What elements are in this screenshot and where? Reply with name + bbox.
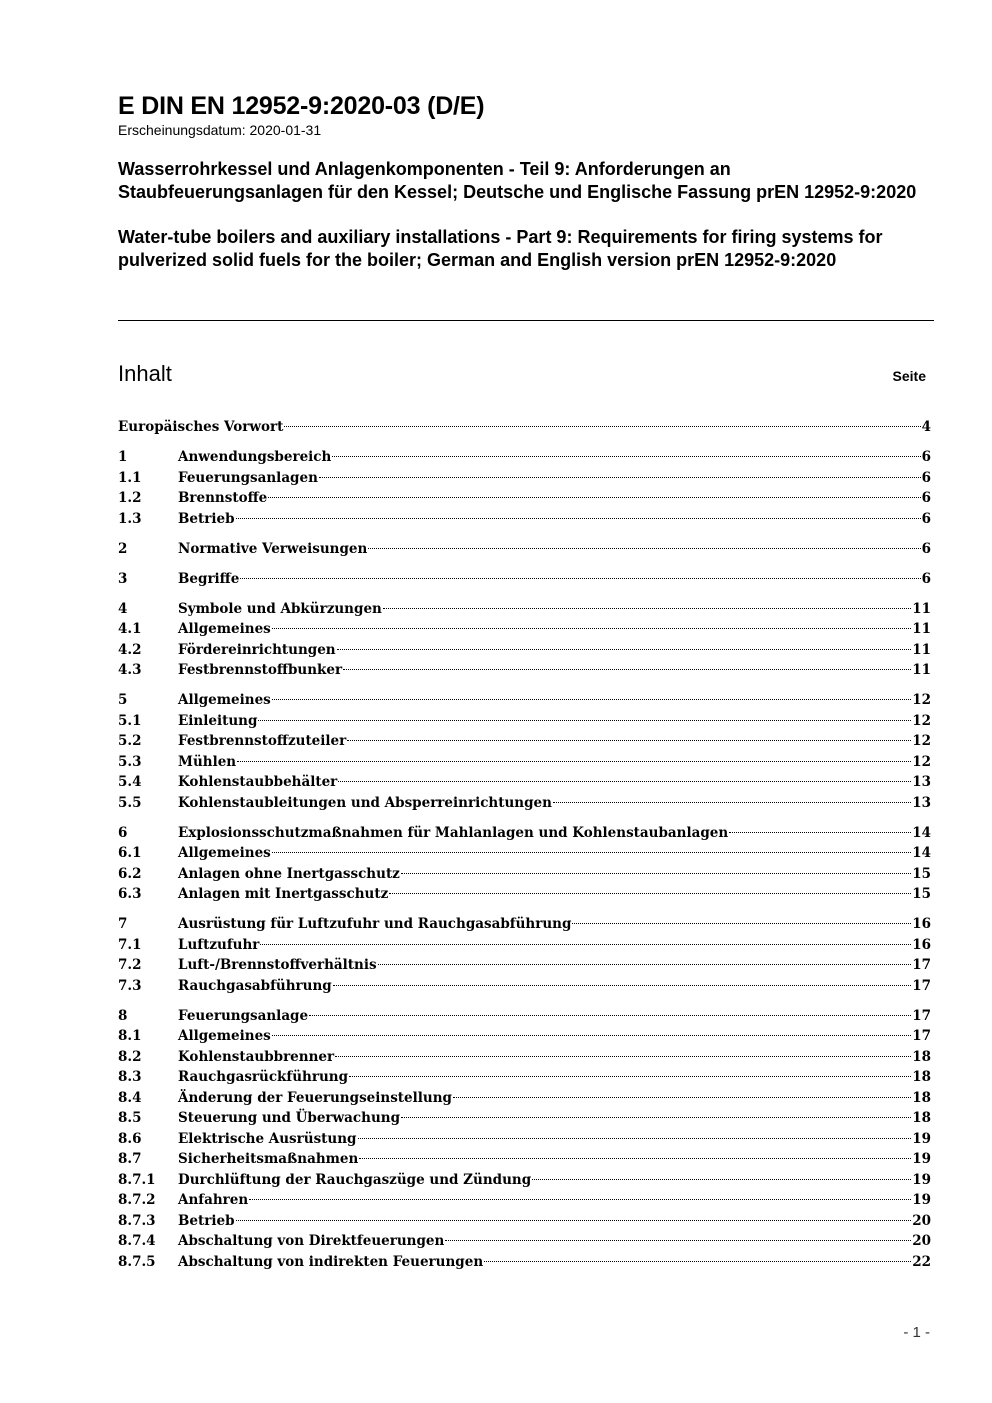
toc-entry[interactable] (118, 772, 931, 793)
toc-entry[interactable] (118, 417, 931, 438)
toc-entry-title: Allgemeines (178, 1028, 271, 1044)
toc-entry-page: 22 (912, 1253, 931, 1270)
toc-dot-leader (359, 1158, 911, 1159)
toc-entry-title: Allgemeines (178, 621, 271, 637)
table-of-contents (118, 417, 931, 1282)
toc-entry-number: 8.5 (118, 1110, 142, 1126)
toc-dot-leader (258, 720, 911, 721)
toc-entry-page: 12 (912, 692, 931, 708)
toc-entry-page: 18 (912, 1110, 931, 1126)
toc-entry-number: 1 (118, 449, 128, 465)
toc-entry-page: 11 (912, 662, 931, 678)
toc-entry-page: 4 (921, 419, 931, 435)
toc-entry-number: 6.3 (118, 886, 142, 902)
toc-dot-leader (237, 761, 911, 762)
toc-dot-leader (332, 456, 920, 457)
toc-entry-number: 5.3 (118, 753, 142, 770)
toc-entry-page: 13 (912, 774, 931, 790)
toc-entry-title: Steuerung und Überwachung (178, 1110, 401, 1126)
toc-entry[interactable] (118, 884, 931, 905)
document-header (118, 91, 934, 272)
toc-entry-number: 8.2 (118, 1048, 142, 1065)
toc-entry-number: 8.7.2 (118, 1192, 156, 1208)
toc-dot-leader (236, 1220, 912, 1221)
toc-entry-number: 6.2 (118, 865, 142, 882)
toc-entry[interactable] (118, 1170, 931, 1191)
toc-dot-leader (453, 1097, 911, 1098)
toc-dot-leader (268, 497, 920, 498)
toc-entry-number: 5.4 (118, 774, 142, 790)
toc-entry-number: 8.6 (118, 1130, 142, 1147)
toc-entry-number: 4.2 (118, 641, 142, 658)
toc-entry-number: 1.1 (118, 469, 142, 486)
toc-entry-page: 19 (912, 1171, 931, 1188)
toc-group (118, 539, 931, 560)
toc-entry-number: 1.3 (118, 510, 142, 527)
toc-entry-page: 17 (912, 957, 931, 973)
toc-entry-page: 17 (912, 1007, 931, 1024)
publication-date: Erscheinungsdatum: 2020-01-31 (118, 122, 322, 138)
toc-entry-page: 15 (912, 886, 931, 902)
toc-entry-number: 7.2 (118, 957, 142, 973)
toc-entry[interactable] (118, 488, 931, 509)
toc-dot-leader (333, 985, 911, 986)
toc-entry-title: Elektrische Ausrüstung (178, 1130, 357, 1147)
toc-entry-number: 3 (118, 570, 128, 587)
toc-entry-page: 6 (921, 490, 931, 506)
toc-entry-title: Begriffe (178, 570, 240, 587)
toc-entry-page: 11 (912, 621, 931, 637)
toc-entry-title: Abschaltung von Direktfeuerungen (178, 1233, 445, 1249)
toc-dot-leader (347, 740, 911, 741)
toc-entry-page: 20 (912, 1212, 931, 1229)
toc-dot-leader (272, 699, 911, 700)
toc-entry-number: 5 (118, 692, 128, 708)
toc-group (118, 417, 931, 438)
toc-entry-number: 8.7.5 (118, 1253, 156, 1270)
toc-entry-number: 7.3 (118, 977, 142, 994)
toc-entry-title: Abschaltung von indirekten Feuerungen (178, 1253, 484, 1270)
toc-entry-title: Luft-/Brennstoffverhältnis (178, 957, 377, 973)
toc-entry[interactable] (118, 1108, 931, 1129)
page-number: - 1 - (903, 1324, 930, 1341)
toc-entry-number: 6 (118, 824, 128, 841)
toc-dot-leader (729, 832, 911, 833)
toc-entry-page: 13 (912, 794, 931, 811)
toc-dot-leader (445, 1240, 911, 1241)
toc-entry-number: 8.1 (118, 1028, 142, 1044)
toc-entry-number: 4 (118, 600, 128, 617)
toc-dot-leader (401, 1117, 911, 1118)
toc-entry-title: Mühlen (178, 753, 237, 770)
toc-entry-title: Betrieb (178, 510, 235, 527)
toc-entry[interactable] (118, 1088, 931, 1109)
toc-entry-title: Rauchgasabführung (178, 977, 332, 994)
toc-entry-title: Festbrennstoffzuteiler (178, 733, 347, 749)
toc-dot-leader (349, 1076, 911, 1077)
toc-entry-title: Betrieb (178, 1212, 235, 1229)
toc-entry[interactable] (118, 619, 931, 640)
toc-entry-number: 8.7 (118, 1151, 142, 1167)
toc-entry-page: 6 (921, 469, 931, 486)
toc-entry-title: Einleitung (178, 712, 258, 729)
toc-group (118, 690, 931, 813)
toc-dot-leader (401, 873, 911, 874)
toc-entry-number: 5.2 (118, 733, 142, 749)
toc-entry[interactable] (118, 1190, 931, 1211)
toc-entry[interactable] (118, 1149, 931, 1170)
toc-entry-title: Brennstoffe (178, 490, 268, 506)
toc-entry[interactable] (118, 752, 931, 773)
toc-entry-title: Änderung der Feuerungseinstellung (178, 1089, 452, 1106)
toc-group (118, 569, 931, 590)
toc-entry-page: 14 (912, 824, 931, 841)
toc-entry-title: Allgemeines (178, 845, 271, 861)
toc-entry-page: 17 (912, 1028, 931, 1044)
toc-entry-page: 18 (912, 1048, 931, 1065)
toc-entry-number: 4.1 (118, 621, 142, 637)
toc-entry-page: 12 (912, 712, 931, 729)
toc-entry-title: Anlagen ohne Inertgasschutz (178, 865, 400, 882)
toc-entry-number: 8.7.3 (118, 1212, 156, 1229)
toc-entry-title: Feuerungsanlage (178, 1007, 309, 1024)
toc-entry[interactable] (118, 1006, 931, 1027)
toc-entry-number: 5.1 (118, 712, 142, 729)
toc-entry-number: 8.7.1 (118, 1171, 156, 1188)
toc-header (118, 360, 926, 390)
toc-group (118, 914, 931, 996)
toc-group (118, 1006, 931, 1273)
toc-entry[interactable] (118, 509, 931, 530)
toc-entry[interactable] (118, 1129, 931, 1150)
subtitle-english: Water-tube boilers and auxiliary installations - Part 9: Requirements for firing systems for pulverized solid fuels for the boiler; German and English version prEN 12952-9:2020 (118, 227, 883, 270)
toc-entry-title: Luftzufuhr (178, 936, 260, 953)
toc-entry[interactable] (118, 914, 931, 935)
toc-dot-leader (309, 1015, 911, 1016)
toc-entry-title: Kohlenstaubleitungen und Absperreinrichtungen (178, 794, 552, 811)
toc-entry[interactable] (118, 1231, 931, 1252)
toc-dot-leader (532, 1179, 911, 1180)
toc-entry-page: 19 (912, 1130, 931, 1147)
toc-dot-leader (337, 649, 912, 650)
toc-entry-title: Kohlenstaubbehälter (178, 774, 338, 790)
toc-dot-leader (484, 1261, 911, 1262)
toc-entry-number: 8.3 (118, 1069, 142, 1085)
toc-entry[interactable] (118, 823, 931, 844)
toc-entry-page: 6 (921, 570, 931, 587)
toc-dot-leader (343, 669, 911, 670)
toc-entry-page: 19 (912, 1192, 931, 1208)
toc-entry-title: Festbrennstoffbunker (178, 662, 343, 678)
toc-entry-title: Allgemeines (178, 692, 271, 708)
toc-entry[interactable] (118, 731, 931, 752)
toc-entry[interactable] (118, 447, 931, 468)
toc-entry-page: 18 (912, 1069, 931, 1085)
toc-entry-number: 8 (118, 1007, 128, 1024)
toc-entry-title: Anfahren (178, 1192, 249, 1208)
toc-entry-number: 5.5 (118, 794, 142, 811)
toc-entry[interactable] (118, 1047, 931, 1068)
toc-dot-leader (236, 518, 921, 519)
toc-entry[interactable] (118, 1211, 931, 1232)
toc-entry-number: 2 (118, 540, 128, 557)
toc-entry[interactable] (118, 690, 931, 711)
toc-entry-page: 12 (912, 753, 931, 770)
toc-entry-title: Durchlüftung der Rauchgaszüge und Zündung (178, 1171, 532, 1188)
subtitle-german: Wasserrohrkessel und Anlagenkomponenten - Teil 9: Anforderungen an Staubfeuerungsanlagen für den Kessel; Deutsche und Englische Fassung prEN 12952-9:2020 (118, 159, 917, 202)
toc-entry-number: 7 (118, 916, 128, 932)
toc-entry-page: 20 (912, 1233, 931, 1249)
toc-group (118, 823, 931, 905)
toc-page-column-label: Seite (892, 368, 926, 384)
toc-entry-title: Anlagen mit Inertgasschutz (178, 886, 389, 902)
toc-entry-title: Europäisches Vorwort (118, 419, 284, 435)
toc-entry[interactable] (118, 935, 931, 956)
toc-entry-number: 8.4 (118, 1089, 142, 1106)
toc-entry-title: Rauchgasrückführung (178, 1069, 349, 1085)
toc-dot-leader (358, 1138, 912, 1139)
toc-entry-title: Explosionsschutzmaßnahmen für Mahlanlagen und Kohlenstaubanlagen (178, 824, 729, 841)
toc-entry-page: 12 (912, 733, 931, 749)
toc-entry-title: Symbole und Abkürzungen (178, 600, 382, 617)
toc-dot-leader (389, 893, 911, 894)
toc-entry-number: 4.3 (118, 662, 142, 678)
toc-dot-leader (378, 964, 912, 965)
toc-entry-number: 6.1 (118, 845, 142, 861)
toc-group (118, 447, 931, 529)
toc-group (118, 599, 931, 681)
document-title: E DIN EN 12952-9:2020-03 (D/E) (118, 92, 485, 120)
toc-dot-leader (284, 426, 920, 427)
toc-dot-leader (249, 1199, 911, 1200)
toc-dot-leader (319, 477, 921, 478)
toc-entry-title: Kohlenstaubbrenner (178, 1048, 335, 1065)
toc-entry-page: 6 (921, 449, 931, 465)
toc-entry-page: 17 (912, 977, 931, 994)
toc-entry-page: 11 (912, 600, 931, 617)
toc-entry-number: 8.7.4 (118, 1233, 156, 1249)
toc-dot-leader (335, 1056, 911, 1057)
toc-entry-page: 11 (912, 641, 931, 658)
toc-entry-page: 6 (921, 510, 931, 527)
toc-entry[interactable] (118, 1026, 931, 1047)
toc-dot-leader (338, 781, 911, 782)
toc-entry-title: Ausrüstung für Luftzufuhr und Rauchgasabführung (178, 916, 572, 932)
toc-dot-leader (272, 628, 911, 629)
toc-entry-title: Fördereinrichtungen (178, 641, 336, 658)
toc-entry[interactable] (118, 539, 931, 560)
toc-entry[interactable] (118, 1067, 931, 1088)
header-divider (118, 320, 934, 321)
toc-entry-title: Normative Verweisungen (178, 540, 368, 557)
toc-entry-number: 7.1 (118, 936, 142, 953)
toc-entry[interactable] (118, 468, 931, 489)
toc-dot-leader (272, 852, 911, 853)
toc-entry-page: 14 (912, 845, 931, 861)
toc-entry[interactable] (118, 793, 931, 814)
toc-entry[interactable] (118, 599, 931, 620)
toc-dot-leader (553, 802, 911, 803)
toc-entry[interactable] (118, 660, 931, 681)
toc-entry-page: 15 (912, 865, 931, 882)
toc-entry-number: 1.2 (118, 490, 142, 506)
toc-entry[interactable] (118, 711, 931, 732)
toc-dot-leader (260, 944, 911, 945)
toc-entry[interactable] (118, 864, 931, 885)
toc-entry-page: 19 (912, 1151, 931, 1167)
toc-entry[interactable] (118, 976, 931, 997)
toc-entry[interactable] (118, 843, 931, 864)
toc-dot-leader (383, 608, 911, 609)
toc-entry-title: Anwendungsbereich (178, 449, 332, 465)
toc-entry[interactable] (118, 640, 931, 661)
toc-entry-page: 16 (912, 936, 931, 953)
toc-entry-title: Feuerungsanlagen (178, 469, 318, 486)
toc-entry-page: 6 (921, 540, 931, 557)
toc-entry-title: Sicherheitsmaßnahmen (178, 1151, 359, 1167)
toc-entry[interactable] (118, 569, 931, 590)
toc-entry[interactable] (118, 955, 931, 976)
toc-heading: Inhalt (118, 361, 172, 386)
toc-entry-page: 16 (912, 916, 931, 932)
toc-entry[interactable] (118, 1252, 931, 1273)
toc-dot-leader (240, 578, 920, 579)
toc-entry-page: 18 (912, 1089, 931, 1106)
toc-dot-leader (572, 923, 911, 924)
toc-dot-leader (272, 1035, 911, 1036)
toc-dot-leader (368, 548, 920, 549)
